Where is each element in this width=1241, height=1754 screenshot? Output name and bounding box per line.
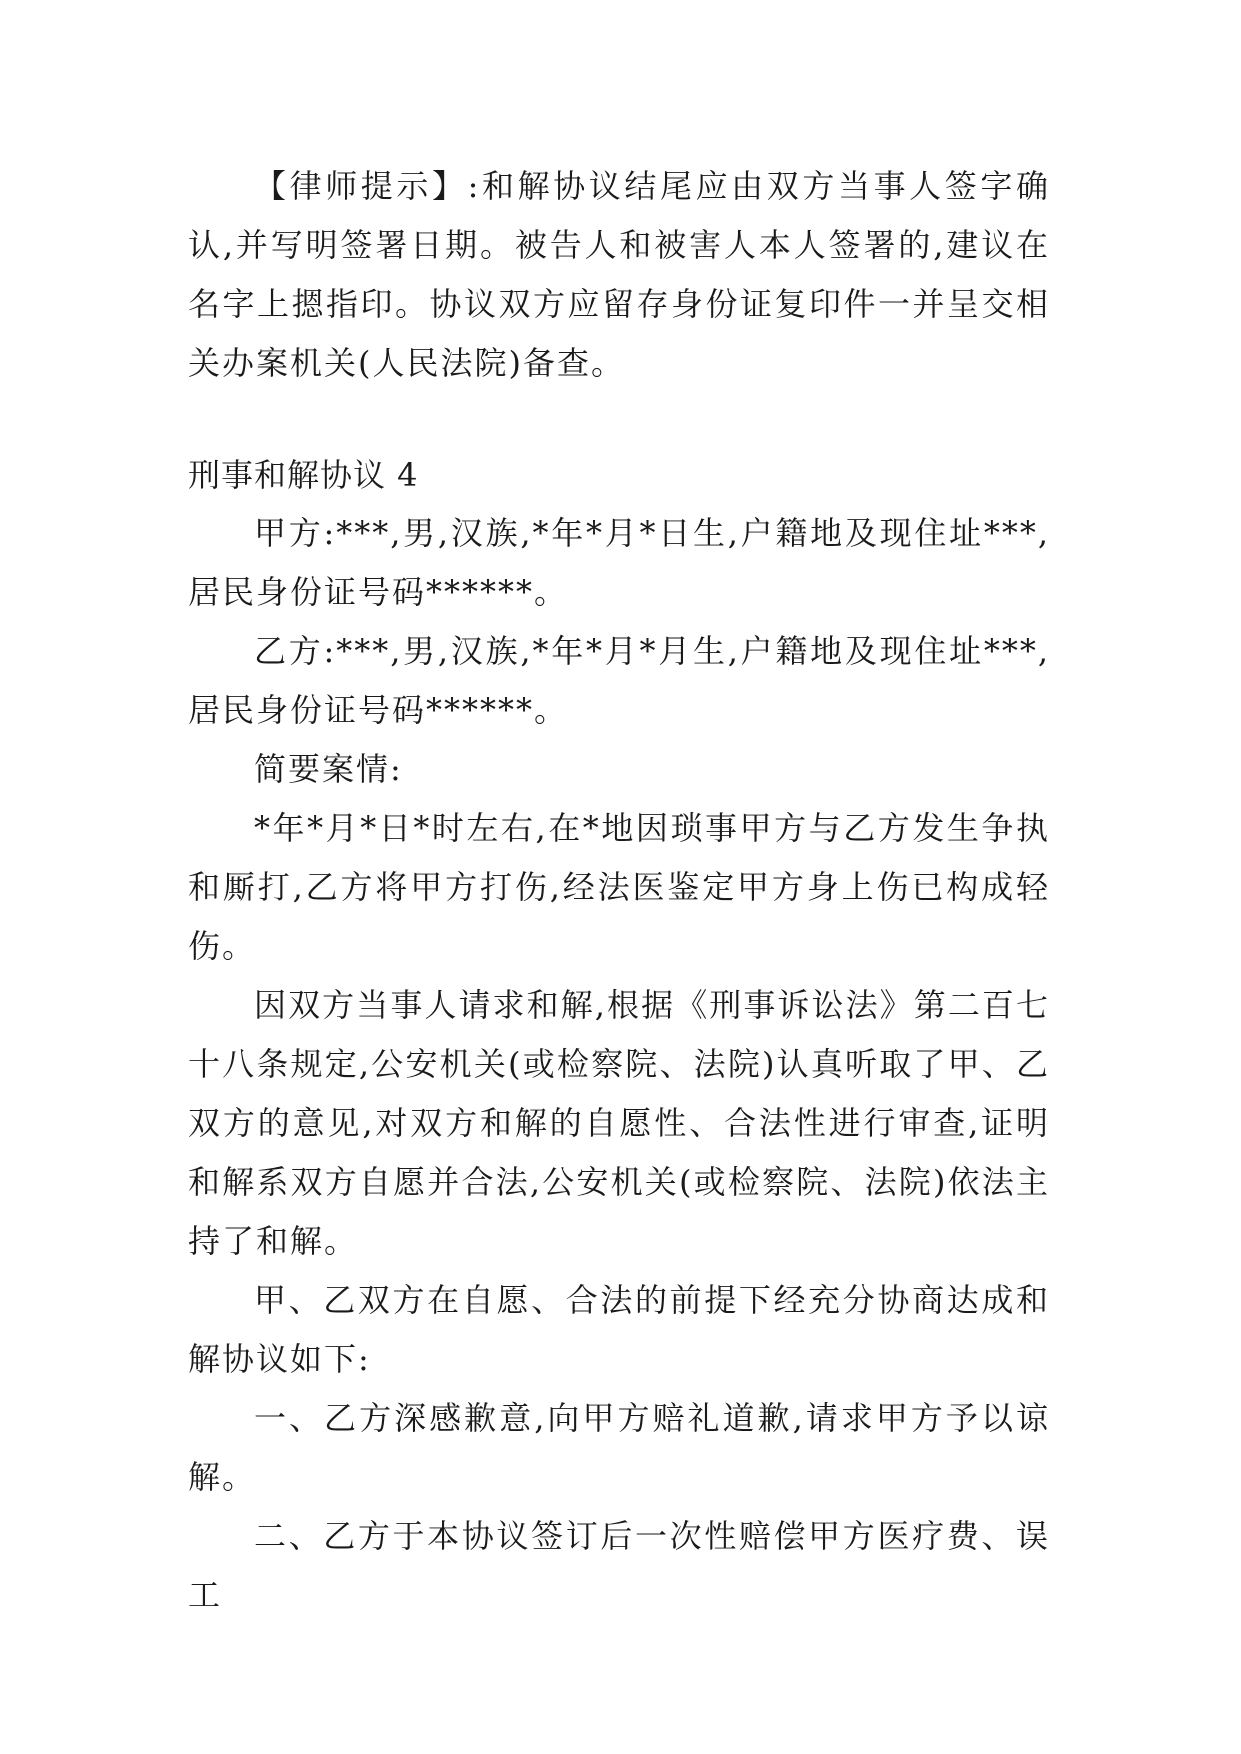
party-a-paragraph: 甲方:***,男,汉族,*年*月*日生,户籍地及现住址***,居民身份证号码******。 [188,514,1050,611]
agreement-body [188,504,1050,1625]
party-b-paragraph: 乙方:***,男,汉族,*年*月*月生,户籍地及现住址***,居民身份证号码******。 [188,632,1050,729]
case-summary-paragraph: *年*月*日*时左右,在*地因琐事甲方与乙方发生争执和厮打,乙方将甲方打伤,经法医鉴定甲方身上伤已构成轻伤。 [188,809,1050,965]
agreement-intro-paragraph: 甲、乙双方在自愿、合法的前提下经充分协商达成和解协议如下: [188,1281,1050,1378]
legal-basis-paragraph: 因双方当事人请求和解,根据《刑事诉讼法》第二百七十八条规定,公安机关(或检察院、法院)认真听取了甲、乙双方的意见,对双方和解的自愿性、合法性进行审查,证明和解系双方自愿并合法,公安机关(或检察院、法院)依法主持了和解。 [188,986,1050,1260]
case-summary-heading: 简要案情: [254,750,403,788]
agreement-title: 刑事和解协议 4 [188,456,419,494]
lawyer-tip-label: 【律师提示】 [254,167,468,205]
lawyer-tip-paragraph [188,157,1050,393]
clause-one-paragraph: 一、乙方深感歉意,向甲方赔礼道歉,请求甲方予以谅解。 [188,1399,1050,1496]
clause-two-paragraph: 二、乙方于本协议签订后一次性赔偿甲方医疗费、误工 [188,1517,1050,1614]
lawyer-tip-text: :和解协议结尾应由双方当事人签字确认,并写明签署日期。被告人和被害人本人签署的,建议在名字上摁指印。协议双方应留存身份证复印件一并呈交相关办案机关(人民法院)备查。 [188,167,1050,382]
lawyer-tip-section [188,157,1050,393]
